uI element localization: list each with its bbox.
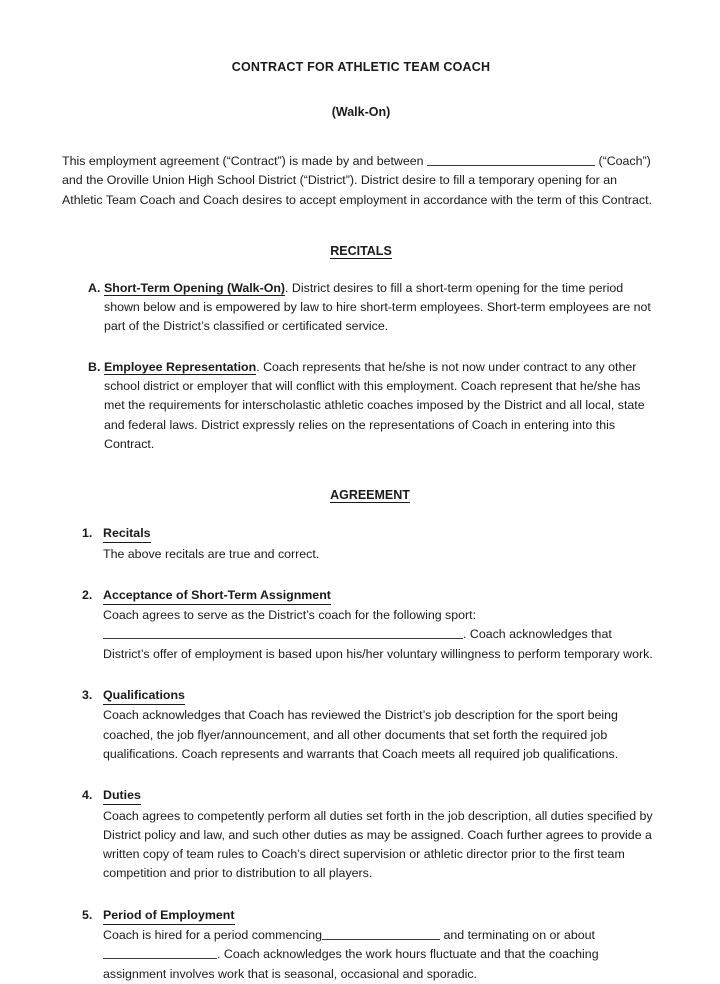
- clause-body-part1: Coach is hired for a period commencing: [103, 928, 323, 943]
- intro-paragraph: [62, 152, 660, 210]
- clause-item-1: [62, 524, 660, 564]
- clause-marker: 1.: [82, 526, 93, 541]
- clause-body: [103, 606, 660, 664]
- party-name-blank[interactable]: [427, 153, 595, 166]
- intro-text-part2: (“Coach”) and the Oroville Union High School District (“District”). District desire to fill a temporary opening for an Athletic Team Coach and Coach desires to accept employment in accordance with the term of this Contract.: [62, 154, 652, 207]
- clause-item-3: [62, 686, 660, 764]
- recital-item-b: [62, 358, 660, 454]
- clause-body: The above recitals are true and correct.: [103, 546, 320, 561]
- sport-name-blank-continued[interactable]: [313, 626, 463, 639]
- clause-item-5: [62, 906, 660, 984]
- agreement-heading: AGREEMENT: [330, 488, 410, 503]
- start-date-blank[interactable]: [322, 927, 440, 940]
- end-date-blank[interactable]: [103, 946, 165, 959]
- clause-item-4: [62, 786, 660, 883]
- clause-body-part1: Coach agrees to serve as the District’s coach for the following sport:: [103, 608, 477, 623]
- recitals-heading: RECITALS: [330, 243, 392, 258]
- clause-body-part2: . Coach acknowledges that District’s offer of employment is based upon his/her voluntary willingness to perform temporary work.: [103, 627, 653, 661]
- sport-name-blank[interactable]: [103, 626, 313, 639]
- clause-title: Qualifications: [103, 687, 185, 705]
- clause-title: Period of Employment: [103, 907, 235, 925]
- recital-item-a: [62, 279, 660, 337]
- clause-title: Recitals: [103, 525, 151, 543]
- end-date-blank-continued[interactable]: [165, 946, 217, 959]
- document-content: [62, 60, 660, 984]
- clause-item-2: [62, 586, 660, 664]
- clause-title: Acceptance of Short-Term Assignment: [103, 587, 331, 605]
- recital-marker: A.: [88, 280, 101, 295]
- clause-body: Coach acknowledges that Coach has reviewed the District’s job description for the sport being coached, the job flyer/announcement, and all other documents that set forth the required job qualifications. Coach represents and warrants that Coach meets all required job qualifications.: [103, 708, 619, 761]
- recital-body: . Coach represents that he/she is not now under contract to any other school district or employer that will conflict with this employment. Coach represent that he/she has met the requirements for interscholastic athletic coaches imposed by the District and all local, state and federal laws. District expressly relies on the representations of Coach in entering into this Contract.: [104, 359, 645, 451]
- clause-marker: 2.: [82, 587, 93, 602]
- recital-marker: B.: [88, 359, 101, 374]
- clause-title: Duties: [103, 787, 141, 805]
- intro-text-part1: This employment agreement (“Contract”) is made by and between: [62, 154, 427, 168]
- recital-lead-label: Short-Term Opening (Walk-On): [104, 280, 286, 295]
- page-title: CONTRACT FOR ATHLETIC TEAM COACH: [231, 60, 491, 74]
- clause-body: [103, 926, 660, 984]
- clause-marker: 4.: [82, 788, 93, 803]
- clause-marker: 5.: [82, 907, 93, 922]
- clause-body: Coach agrees to competently perform all duties set forth in the job description, all duties specified by District policy and law, and such other duties as may be assigned. Coach further agrees to provide a written copy of team rules to Coach’s direct supervision or athletic director prior to the first team competition and prior to distribution to all players.: [103, 808, 653, 881]
- recital-body: . District desires to fill a short-term opening for the time period shown below and is empowered by law to hire short-term employees. Short-term employees are not part of the District’s classified or certificated service.: [104, 280, 651, 334]
- page-subtitle: (Walk-On): [331, 105, 391, 119]
- recital-lead-label: Employee Representation: [104, 359, 257, 374]
- clause-body-part3: . Coach acknowledges the work hours fluctuate and that the coaching assignment involves work that is seasonal, occasional and sporadic.: [103, 947, 599, 981]
- clause-marker: 3.: [82, 688, 93, 703]
- clause-body-part2: and terminating on or about: [440, 928, 596, 943]
